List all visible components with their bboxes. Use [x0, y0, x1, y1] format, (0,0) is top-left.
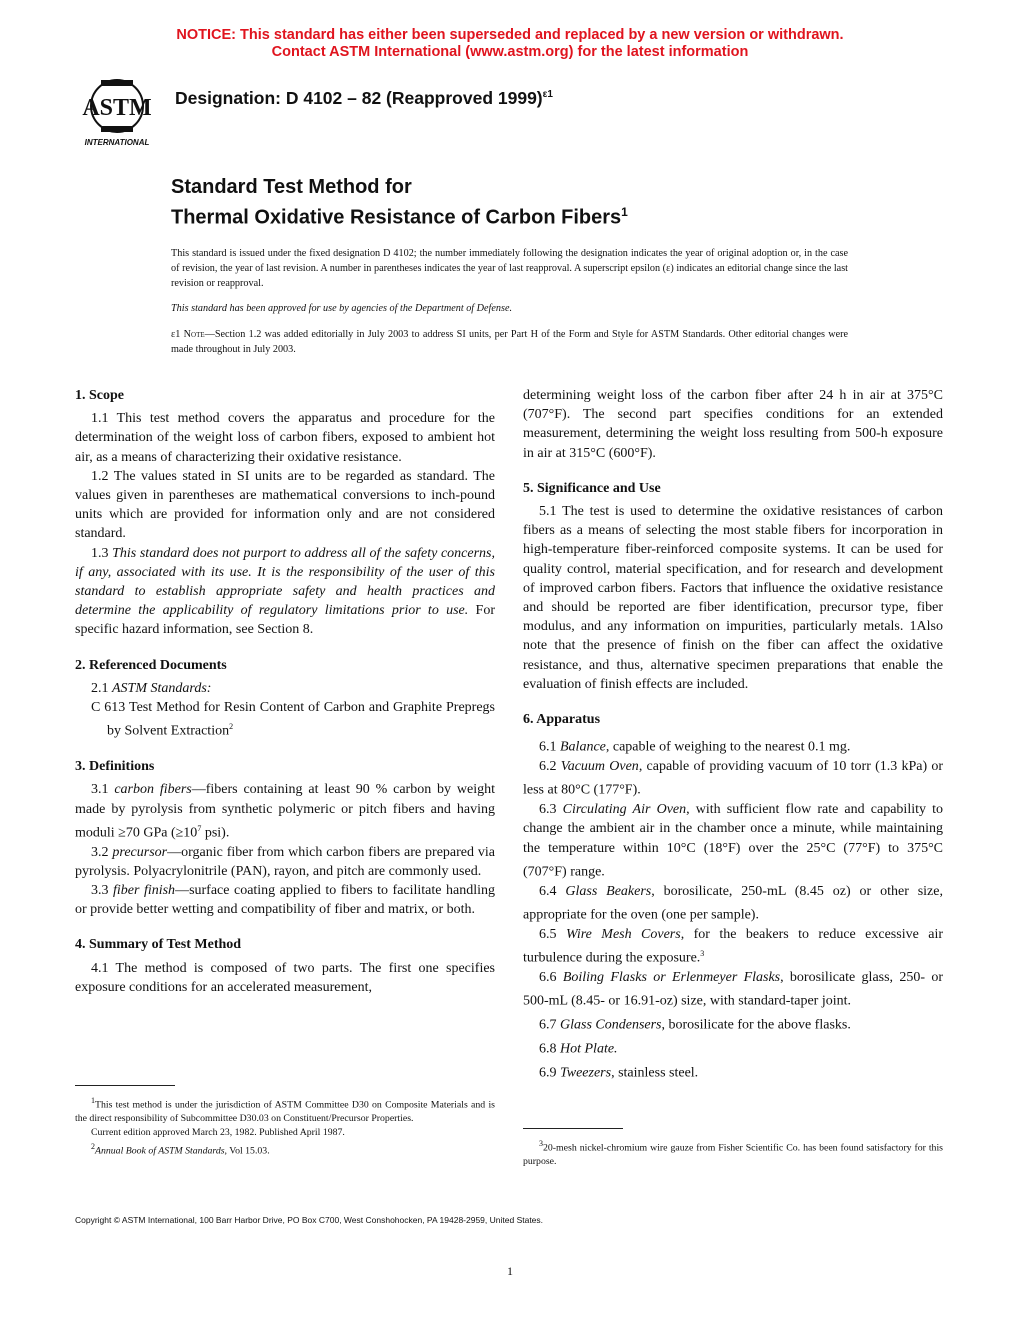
- para-3-1: 3.1 carbon fibers—fibers containing at least 90 % carbon by weight made by pyrolysis from synthetic polymeric or pitch fibers and having moduli ≥70 GPa ($\ge 10^7$ psi).: [75, 782, 495, 841]
- title-line-2: Thermal Oxidative Resistance of Carbon Fibers$^1$: [171, 205, 628, 229]
- apparatus-item: 6.7 Glass Condensers, borosilicate for the above flasks.: [539, 1017, 851, 1033]
- apparatus-item: 6.6 Boiling Flasks or Erlenmeyer Flasks, borosilicate glass, 250- or 500-mL (8.45- or 16.91-oz) size, with standard-taper joint.: [523, 969, 943, 1009]
- para-3-2: 3.2 precursor—organic fiber from which carbon fibers are prepared via pyrolysis. Polyacrylonitrile (PAN), rayon, and pitch are commonly used.: [75, 844, 495, 879]
- designation-sup: ε1: [542, 89, 553, 101]
- preamble-editorial-note: ε1 Note—Section 1.2 was added editorially in July 2003 to address SI units, per Part H of the Form and Style for ASTM Standards. Other editorial changes were made throughout in July 2003.: [171, 329, 849, 356]
- apparatus-item: 6.3 Circulating Air Oven, with sufficient flow rate and capability to change the ambient air in the chamber once a minute, while maintaining the temperature within 10°C (18°F) over the 25°C (77°F) to 375°C (707°F) range.: [523, 802, 944, 880]
- title-line-1: Standard Test Method for: [171, 176, 412, 198]
- preamble-approved: This standard has been approved for use by agencies of the Department of Defense.: [171, 303, 513, 314]
- section-1-heading: 1. Scope: [75, 388, 124, 403]
- copyright: Copyright © ASTM International, 100 Barr Harbor Drive, PO Box C700, West Conshohocken, PA 19428-2959, United States.: [75, 1215, 544, 1225]
- supersede-notice: [0, 27, 1020, 61]
- preamble-issued: This standard is issued under the fixed designation D 4102; the number immediately following the designation indicates the year of original adoption or, in the case of revision, the year of last revision. A number in parentheses indicates the year of last reapproval. A superscript epsilon (ε) indicates an editorial change since the last revision or reapproval.: [171, 248, 848, 290]
- para-5-1: 5.1 The test is used to determine the oxidative resistances of carbon fibers as a means of selecting the most stable fibers for incorporation in high-temperature fiber-reinforced composite systems. It can be used for quality control, material specification, and for research and development of improved carbon fibers. Factors that influence the oxidative resistance and should be reported are fiber identification, precursor type, fiber modulus, and any information on impurities, particularly metals. 1Also note that the presence of finish on the fiber can affect the oxidative resistance, and thus, alternative specimen preparations that enable the evaluation of finish effects are included.: [523, 504, 943, 692]
- footnote-2: $^2$Annual Book of ASTM Standards, Vol 15.03.: [91, 1142, 270, 1157]
- reference-c613: C 613 Test Method for Resin Content of Carbon and Graphite Prepregs by Solvent Extraction$^2$: [91, 700, 495, 739]
- section-3-heading: 3. Definitions: [75, 759, 155, 775]
- logo-subtext: INTERNATIONAL: [84, 138, 150, 147]
- footnote-1b: Current edition approved March 23, 1982. Published April 1987.: [91, 1127, 345, 1139]
- para-3-3: 3.3 fiber finish—surface coating applied to fibers to facilitate handling or provide better wetting and compatibility of fiber and matrix, or both.: [75, 882, 495, 918]
- section-5-heading: 5. Significance and Use: [523, 480, 661, 496]
- left-footnotes: [75, 1085, 495, 1159]
- right-footnotes: [523, 1128, 943, 1169]
- notice-line-2: Contact ASTM International (www.astm.org) for the latest information: [271, 44, 749, 60]
- apparatus-item: 6.4 Glass Beakers, borosilicate, 250-mL (8.45 oz) or other size, appropriate for the oven (one per sample).: [523, 883, 943, 923]
- para-2-1: 2.1 ASTM Standards:: [91, 680, 212, 696]
- designation: Designation: D 4102 – 82 (Reapproved 1999)$^{\varepsilon 1}$: [175, 88, 553, 108]
- logo-text: ASTM: [82, 95, 152, 121]
- para-1-2: 1.2 The values stated in SI units are to be regarded as standard. The values given in parentheses are mathematical conversions to inch-pound units which are provided for information only and are not considered standard.: [75, 468, 495, 542]
- astm-logo: [73, 72, 161, 150]
- page-number: 1: [507, 1264, 513, 1278]
- apparatus-item: 6.2 Vacuum Oven, capable of providing vacuum of 10 torr (1.3 kPa) or less at 80°C (177°F).: [523, 759, 944, 798]
- footnote-3: $^3$20-mesh nickel-chromium wire gauze from Fisher Scientific Co. has been found satisfactory for this purpose.: [523, 1139, 943, 1168]
- apparatus-item: 6.9 Tweezers, stainless steel.: [539, 1065, 699, 1081]
- right-column: [523, 386, 943, 1082]
- section-2-heading: 2. Referenced Documents: [75, 657, 227, 673]
- section-4-heading: 4. Summary of Test Method: [75, 937, 242, 953]
- para-1-3: 1.3 This standard does not purport to address all of the safety concerns, if any, associated with its use. It is the responsibility of the user of this standard to establish appropriate safety and health practices and determine the applicability of regulatory limitations prior to use. For specific hazard information, see Section 8.: [75, 545, 496, 638]
- apparatus-list: [523, 733, 943, 1082]
- footnote-1: $^1$This test method is under the jurisdiction of ASTM Committee D30 on Composite Materials and is the direct responsibility of Subcommittee D30.03 on Constituent/Precursor Properties.: [75, 1096, 495, 1125]
- para-1-1: 1.1 This test method covers the apparatus and procedure for the determination of the weight loss of carbon fibers, exposed to ambient hot air, as a means of characterizing their oxidative resistance.: [75, 411, 495, 465]
- apparatus-item: 6.1 Balance, capable of weighing to the nearest 0.1 mg.: [539, 739, 851, 755]
- apparatus-item: 6.8 Hot Plate.: [539, 1041, 618, 1057]
- section-6-heading: 6. Apparatus: [523, 712, 601, 728]
- para-4-1-continued: determining weight loss of the carbon fiber after 24 h in air at 375°C (707°F). The second part specifies conditions for an extended measurement, determining the weight loss resulting from 500-h exposure in air at 315°C (600°F).: [523, 388, 943, 461]
- left-column: [75, 386, 495, 997]
- document-title: [171, 175, 628, 231]
- para-4-1: 4.1 The method is composed of two parts. The first one specifies exposure conditions for an accelerated measurement,: [75, 960, 495, 995]
- apparatus-item: 6.5 Wire Mesh Covers, for the beakers to reduce excessive air turbulence during the exposure.$^3$: [523, 926, 944, 966]
- notice-line-1: NOTICE: This standard has either been superseded and replaced by a new version or withdrawn.: [176, 27, 844, 43]
